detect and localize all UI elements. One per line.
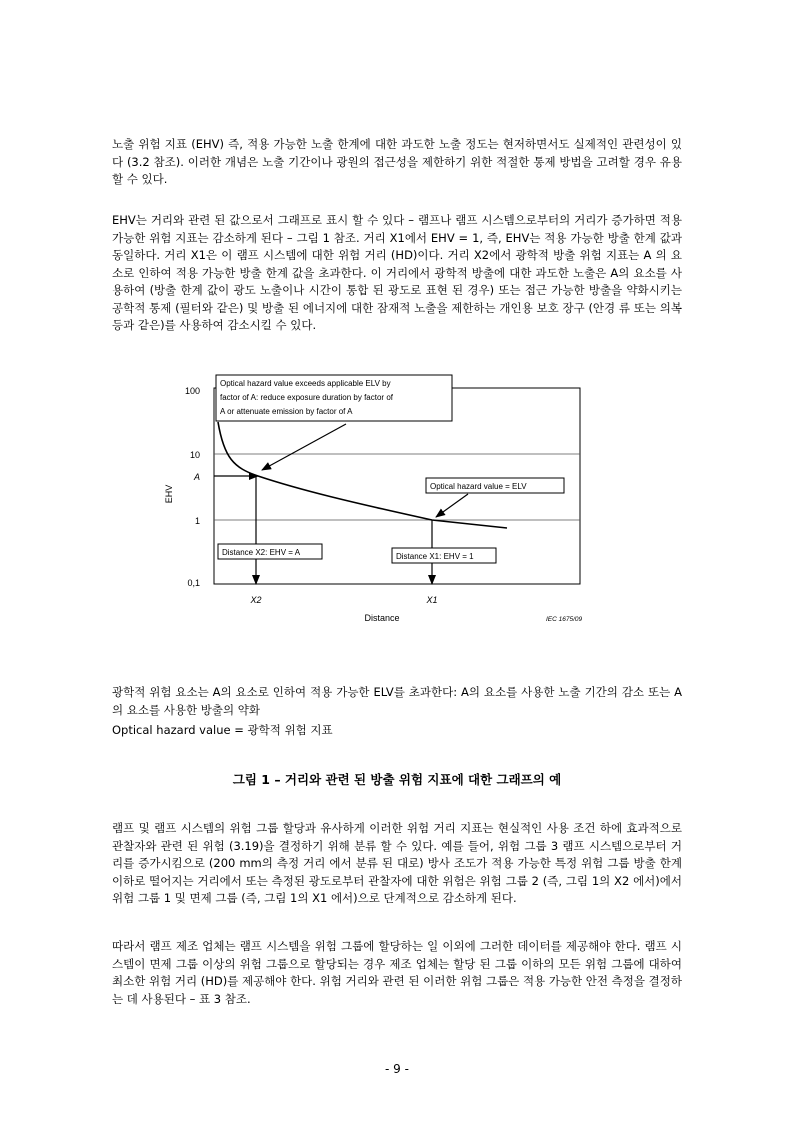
paragraph-ehv-intro: 노출 위험 지표 (EHV) 즉, 적용 가능한 노출 한계에 대한 과도한 노출 정도는 현저하면서도 실제적인 관련성이 있다 (3.2 참조). 이러한 개념은 노출 기간이나 광원의 접근성을 제한하기 위한 적절한 통제 방법을 고려할 경우 유용 할 수 있다. [112,137,682,186]
y-tick-0-1: 0,1 [187,578,200,588]
page-number: - 9 - [385,1062,409,1076]
x-axis-label: Distance [364,613,400,623]
x-tick-x1: X1 [426,595,438,605]
y-tick-10: 10 [189,450,200,460]
top-annotation-line-1: Optical hazard value exceeds applicable ELV by [220,379,391,388]
iec-credit: IEC 1675/09 [546,616,583,623]
top-annotation-line-2: factor of A: reduce exposure duration by factor of [220,393,393,402]
paragraph-figure-legend: 광학적 위험 요소는 A의 요소로 인하여 적용 가능한 ELV를 초과한다: A의 요소를 사용한 노출 기간의 감소 또는 A의 요소를 사용한 방출의 약화 [112,685,682,717]
top-annotation-line-3: A or attenuate emission by factor of A [220,407,353,416]
ehv-distance-chart [150,370,620,632]
x2-annotation-text: Distance X2: EHV = A [222,548,301,557]
paragraph-risk-group: 램프 및 램프 시스템의 위험 그룹 할당과 유사하게 이러한 위험 거리 지표는 현실적인 사용 조건 하에 효과적으로 관찰자와 관련 된 위험 (3.19)을 결정하기 위해 분류 할 수 있다. 예를 들어, 위험 그룹 3 램프 시스템으로부터 거리를 증가시킴으로 (200 mm의 측정 거리 에서 분류 된 대로) 방사 조도가 적용 가능한 특정 위험 그룹 방출 한계 이하로 떨어지는 거리에서 또는 측정된 광도로부터 관찰자에 대한 위험은 위험 그룹 2 (즉, 그림 1의 X2 에서)에서 위험 그룹 1 및 면제 그룹 (즉, 그림 1의 X1 에서)으로 단계적으로 감소하게 된다. [112,821,682,905]
y-tick-100: 100 [184,386,200,396]
paragraph-manufacturer: 따라서 램프 제조 업체는 램프 시스템을 위험 그룹에 할당하는 일 이외에 그러한 데이터를 제공해야 한다. 램프 시스템이 면제 그룹 이상의 위험 그룹으로 할당되는 경우 제조 업체는 할당 된 그룹 이하의 모든 위험 그룹에 대하여 최소한 위험 거리 (HD)를 제공해야 한다. 위험 거리와 관련 된 이러한 위험 그룹은 적용 가능한 안전 측정을 결정하는 데 사용된다 – 표 3 참조. [112,939,682,1006]
x-tick-x2: X2 [250,595,262,605]
elv-annotation-arrow [436,494,468,517]
paragraph-term-definition: Optical hazard value = 광학적 위험 지표 [112,723,333,737]
top-annotation-arrow [262,424,346,470]
y-axis-label: EHV [164,484,174,504]
x1-annotation-text: Distance X1: EHV = 1 [396,552,474,561]
y-tick-a: A [193,472,200,482]
elv-annotation-text: Optical hazard value = ELV [430,482,527,491]
figure-caption: 그림 1 – 거리와 관련 된 방출 위험 지표에 대한 그래프의 예 [232,772,562,787]
y-tick-1: 1 [194,516,200,526]
ehv-curve [218,422,507,528]
paragraph-ehv-distance: EHV는 거리와 관련 된 값으로서 그래프로 표시 할 수 있다 – 램프나 램프 시스템으로부터의 거리가 증가하면 적용 가능한 위험 지표는 감소하게 된다 – 그림 1 참조. 거리 X1에서 EHV = 1, 즉, EHV는 적용 가능한 방출 한계 값과 동일하다. 거리 X1은 이 램프 시스템에 대한 위험 거리 (HD)이다. 거리 X2에서 광학적 방출 위험 지표는 A 의 요소로 인하여 적용 가능한 방출 한계 값을 초과한다. 이 거리에서 광학적 방출에 대한 과도한 노출은 A의 요소를 사용하여 (방출 한계 값이 광도 노출이나 시간이 통합 된 광도로 표현 된 경우) 또는 접근 가능한 방출을 약화시키는 공학적 통제 (필터와 같은) 및 방출 된 에너지에 대한 잠재적 노출을 제한하는 개인용 보호 장구 (안경 류 또는 의복 등과 같은)를 사용하여 감소시킬 수 있다. [112,213,682,332]
